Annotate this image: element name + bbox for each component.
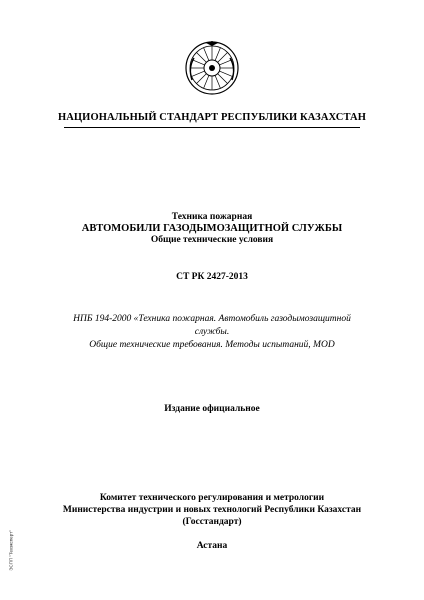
- side-watermark: ЭСПП "Техэксперт": [8, 530, 14, 571]
- publisher-line-3: (Госстандарт): [182, 517, 242, 527]
- standard-title: АВТОМОБИЛИ ГАЗОДЫМОЗАЩИТНОЙ СЛУЖБЫ: [81, 223, 343, 234]
- state-emblem-icon: [184, 40, 240, 96]
- header-divider: [64, 127, 360, 128]
- reference-document: [60, 313, 364, 352]
- publisher-line-2: Министерства индустрии и новых технологий Республики Казахстан: [62, 505, 362, 515]
- reference-line-2: Общие технические требования. Методы испытаний, MOD: [89, 340, 335, 350]
- standard-subtitle: Общие технические условия: [150, 235, 274, 245]
- edition-label: Издание официальное: [164, 404, 260, 414]
- publisher-block: [0, 492, 424, 528]
- standard-code: СТ РК 2427-2013: [176, 272, 248, 282]
- publisher-line-1: Комитет технического регулирования и метрологии: [99, 493, 325, 503]
- reference-line-1: НПБ 194-2000 «Техника пожарная. Автомобиль газодымозащитной службы.: [73, 314, 351, 337]
- standard-category: Техника пожарная: [171, 212, 253, 222]
- page-title: НАЦИОНАЛЬНЫЙ СТАНДАРТ РЕСПУБЛИКИ КАЗАХСТАН: [57, 112, 367, 123]
- publication-city: Астана: [196, 541, 228, 551]
